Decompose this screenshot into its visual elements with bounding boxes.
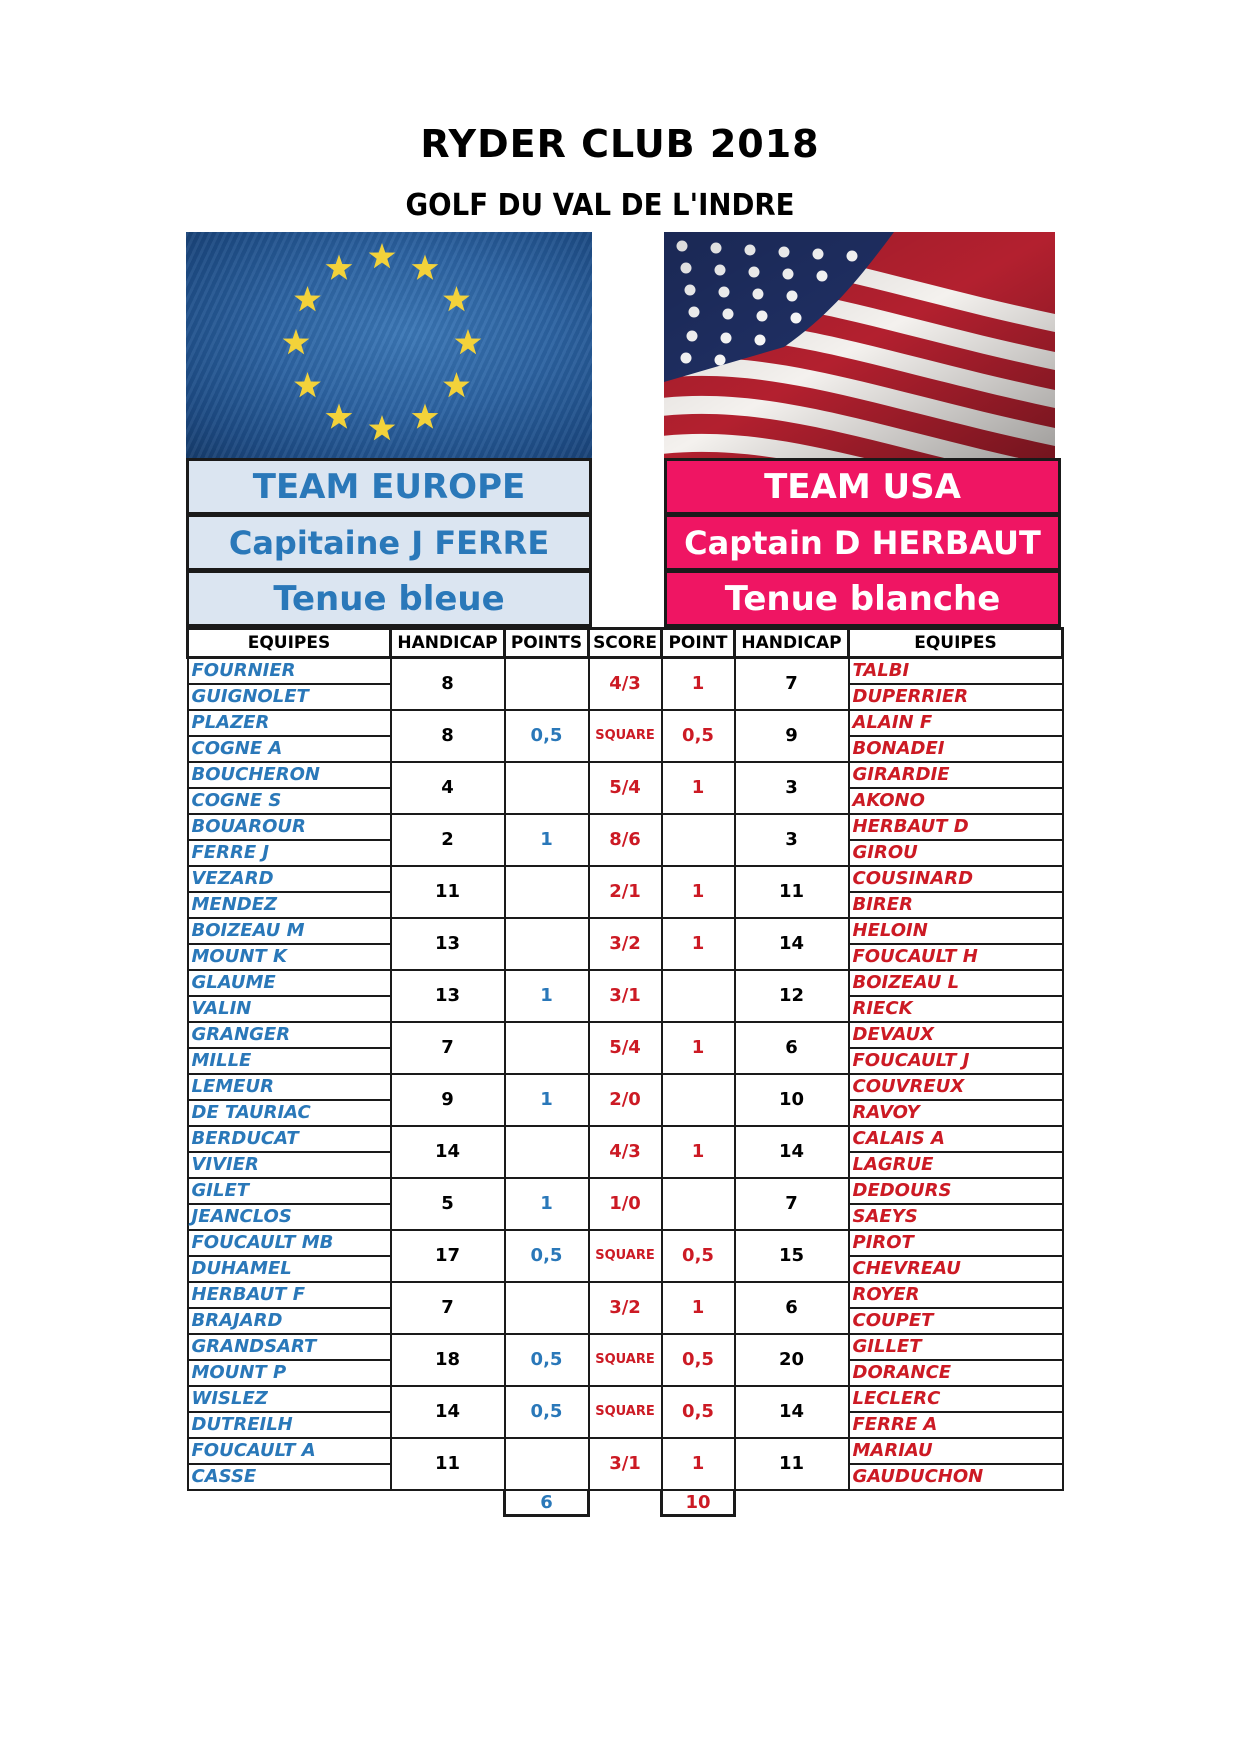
europe-player: MOUNT K: [188, 944, 391, 970]
usa-player: DORANCE: [849, 1360, 1063, 1386]
us-flag-graphic: [664, 232, 1055, 458]
usa-player: DEDOURS: [849, 1178, 1063, 1204]
star-icon: [369, 243, 396, 268]
match-score: 3/1: [589, 1438, 662, 1490]
match-score: 5/4: [589, 1022, 662, 1074]
europe-points: 1: [505, 1178, 589, 1230]
europe-captain: Capitaine J FERRE: [186, 514, 592, 571]
col-points: POINTS: [505, 629, 589, 658]
europe-points: 0,5: [505, 1230, 589, 1282]
usa-handicap: 7: [735, 658, 849, 710]
match-row: [188, 1438, 1063, 1464]
col-handicap-left: HANDICAP: [391, 629, 505, 658]
totals-blank: [735, 1490, 849, 1516]
col-equipes-right: EQUIPES: [849, 629, 1063, 658]
results-body: [188, 658, 1063, 1490]
match-score: SQUARE: [589, 1230, 662, 1282]
usa-handicap: 9: [735, 710, 849, 762]
usa-total-points: 10: [662, 1490, 735, 1516]
usa-handicap: 12: [735, 970, 849, 1022]
usa-player: GILLET: [849, 1334, 1063, 1360]
usa-point: [662, 1074, 735, 1126]
star-icon: [326, 255, 353, 280]
usa-team-title: TEAM USA: [664, 458, 1061, 515]
europe-player: DUHAMEL: [188, 1256, 391, 1282]
usa-point: 0,5: [662, 1334, 735, 1386]
europe-handicap: 11: [391, 866, 505, 918]
europe-team-title: TEAM EUROPE: [186, 458, 592, 515]
match-score: 3/2: [589, 918, 662, 970]
europe-points: 0,5: [505, 1386, 589, 1438]
usa-point: 1: [662, 918, 735, 970]
europe-player: DUTREILH: [188, 1412, 391, 1438]
europe-player: GLAUME: [188, 970, 391, 996]
usa-point: 0,5: [662, 1386, 735, 1438]
europe-player: FOUCAULT A: [188, 1438, 391, 1464]
match-score: 2/1: [589, 866, 662, 918]
europe-player: COGNE S: [188, 788, 391, 814]
europe-handicap: 8: [391, 710, 505, 762]
europe-player: VEZARD: [188, 866, 391, 892]
europe-player: LEMEUR: [188, 1074, 391, 1100]
europe-player: COGNE A: [188, 736, 391, 762]
totals-blank: [849, 1490, 1063, 1516]
usa-handicap: 11: [735, 1438, 849, 1490]
usa-handicap: 6: [735, 1282, 849, 1334]
usa-handicap: 3: [735, 762, 849, 814]
usa-captain: Captain D HERBAUT: [664, 514, 1061, 571]
europe-player: FOUCAULT MB: [188, 1230, 391, 1256]
usa-player: HERBAUT D: [849, 814, 1063, 840]
match-score: SQUARE: [589, 1334, 662, 1386]
europe-handicap: 5: [391, 1178, 505, 1230]
star-icon: [326, 403, 353, 428]
match-row: [188, 1074, 1063, 1100]
usa-player: RAVOY: [849, 1100, 1063, 1126]
usa-player: BONADEI: [849, 736, 1063, 762]
totals-blank: [188, 1490, 391, 1516]
usa-point: 1: [662, 1022, 735, 1074]
europe-player: BERDUCAT: [188, 1126, 391, 1152]
europe-handicap: 13: [391, 970, 505, 1022]
usa-handicap: 14: [735, 1386, 849, 1438]
usa-point: [662, 970, 735, 1022]
europe-points: [505, 762, 589, 814]
europe-points: [505, 1438, 589, 1490]
usa-player: SAEYS: [849, 1204, 1063, 1230]
match-row: [188, 658, 1063, 684]
match-score: SQUARE: [589, 710, 662, 762]
usa-player: FERRE A: [849, 1412, 1063, 1438]
usa-player: FOUCAULT H: [849, 944, 1063, 970]
europe-total-points: 6: [505, 1490, 589, 1516]
europe-handicap: 8: [391, 658, 505, 710]
header-row: [188, 629, 1063, 658]
star-icon: [443, 372, 470, 397]
usa-handicap: 20: [735, 1334, 849, 1386]
totals-blank: [589, 1490, 662, 1516]
europe-handicap: 4: [391, 762, 505, 814]
usa-point: 0,5: [662, 710, 735, 762]
usa-player: BOIZEAU L: [849, 970, 1063, 996]
star-icon: [283, 329, 310, 354]
usa-player: BIRER: [849, 892, 1063, 918]
usa-player: DEVAUX: [849, 1022, 1063, 1048]
usa-player: CALAIS A: [849, 1126, 1063, 1152]
star-icon: [294, 286, 321, 311]
europe-player: MILLE: [188, 1048, 391, 1074]
match-row: [188, 814, 1063, 840]
usa-player: HELOIN: [849, 918, 1063, 944]
match-score: 4/3: [589, 1126, 662, 1178]
us-flag-shading: [664, 232, 1055, 458]
europe-handicap: 7: [391, 1022, 505, 1074]
usa-point: 1: [662, 762, 735, 814]
europe-handicap: 14: [391, 1126, 505, 1178]
europe-points: [505, 1282, 589, 1334]
europe-player: DE TAURIAC: [188, 1100, 391, 1126]
europe-outfit: Tenue bleue: [186, 570, 592, 627]
usa-player: COUPET: [849, 1308, 1063, 1334]
europe-player: BRAJARD: [188, 1308, 391, 1334]
usa-handicap: 15: [735, 1230, 849, 1282]
usa-player: DUPERRIER: [849, 684, 1063, 710]
match-score: SQUARE: [589, 1386, 662, 1438]
usa-point: 1: [662, 1438, 735, 1490]
us-flag: [664, 232, 1055, 458]
match-row: [188, 762, 1063, 788]
totals-row: [188, 1490, 1063, 1516]
match-row: [188, 710, 1063, 736]
europe-points: 0,5: [505, 1334, 589, 1386]
europe-player: GRANGER: [188, 1022, 391, 1048]
star-icon: [412, 255, 439, 280]
usa-player: LAGRUE: [849, 1152, 1063, 1178]
match-row: [188, 1178, 1063, 1204]
europe-handicap: 13: [391, 918, 505, 970]
europe-points: 1: [505, 1074, 589, 1126]
europe-points: [505, 1126, 589, 1178]
usa-player: GAUDUCHON: [849, 1464, 1063, 1490]
match-score: 8/6: [589, 814, 662, 866]
match-row: [188, 918, 1063, 944]
star-icon: [412, 403, 439, 428]
col-equipes-left: EQUIPES: [188, 629, 391, 658]
europe-points: [505, 1022, 589, 1074]
europe-player: BOUAROUR: [188, 814, 391, 840]
match-row: [188, 1126, 1063, 1152]
match-score: 3/2: [589, 1282, 662, 1334]
europe-player: JEANCLOS: [188, 1204, 391, 1230]
results-table: [186, 627, 1064, 1517]
usa-player: AKONO: [849, 788, 1063, 814]
usa-point: 1: [662, 658, 735, 710]
usa-player: MARIAU: [849, 1438, 1063, 1464]
europe-player: MOUNT P: [188, 1360, 391, 1386]
usa-handicap: 14: [735, 1126, 849, 1178]
usa-point: 1: [662, 1126, 735, 1178]
col-score: SCORE: [589, 629, 662, 658]
europe-points: [505, 658, 589, 710]
europe-handicap: 7: [391, 1282, 505, 1334]
europe-player: BOUCHERON: [188, 762, 391, 788]
europe-player: BOIZEAU M: [188, 918, 391, 944]
star-icon: [294, 372, 321, 397]
page-title: RYDER CLUB 2018: [420, 122, 820, 166]
europe-handicap: 18: [391, 1334, 505, 1386]
usa-point: [662, 814, 735, 866]
star-icon: [455, 329, 482, 354]
match-row: [188, 1230, 1063, 1256]
match-row: [188, 1022, 1063, 1048]
europe-player: MENDEZ: [188, 892, 391, 918]
usa-handicap: 14: [735, 918, 849, 970]
europe-handicap: 17: [391, 1230, 505, 1282]
col-point: POINT: [662, 629, 735, 658]
page-subtitle: GOLF DU VAL DE L'INDRE: [405, 188, 795, 223]
europe-points: 1: [505, 814, 589, 866]
usa-player: ALAIN F: [849, 710, 1063, 736]
europe-player: GILET: [188, 1178, 391, 1204]
totals-blank: [391, 1490, 505, 1516]
star-icon: [443, 286, 470, 311]
europe-handicap: 9: [391, 1074, 505, 1126]
europe-handicap: 14: [391, 1386, 505, 1438]
usa-point: 1: [662, 1282, 735, 1334]
europe-player: VIVIER: [188, 1152, 391, 1178]
usa-player: PIROT: [849, 1230, 1063, 1256]
usa-player: GIRARDIE: [849, 762, 1063, 788]
usa-point: 1: [662, 866, 735, 918]
europe-player: GUIGNOLET: [188, 684, 391, 710]
europe-points: [505, 918, 589, 970]
eu-stars: [186, 232, 592, 458]
usa-handicap: 7: [735, 1178, 849, 1230]
match-row: [188, 970, 1063, 996]
usa-handicap: 6: [735, 1022, 849, 1074]
europe-player: VALIN: [188, 996, 391, 1022]
usa-player: TALBI: [849, 658, 1063, 684]
usa-player: COUSINARD: [849, 866, 1063, 892]
usa-player: LECLERC: [849, 1386, 1063, 1412]
match-score: 4/3: [589, 658, 662, 710]
europe-handicap: 2: [391, 814, 505, 866]
star-icon: [369, 415, 396, 440]
usa-player: FOUCAULT J: [849, 1048, 1063, 1074]
usa-player: RIECK: [849, 996, 1063, 1022]
europe-player: WISLEZ: [188, 1386, 391, 1412]
match-score: 2/0: [589, 1074, 662, 1126]
usa-point: [662, 1178, 735, 1230]
europe-player: FERRE J: [188, 840, 391, 866]
usa-player: CHEVREAU: [849, 1256, 1063, 1282]
match-score: 1/0: [589, 1178, 662, 1230]
match-score: 3/1: [589, 970, 662, 1022]
usa-player: GIROU: [849, 840, 1063, 866]
match-row: [188, 1334, 1063, 1360]
europe-points: 1: [505, 970, 589, 1022]
match-row: [188, 1386, 1063, 1412]
usa-outfit: Tenue blanche: [664, 570, 1061, 627]
usa-handicap: 11: [735, 866, 849, 918]
match-row: [188, 1282, 1063, 1308]
eu-flag: [186, 232, 592, 458]
europe-points: 0,5: [505, 710, 589, 762]
match-row: [188, 866, 1063, 892]
europe-player: GRANDSART: [188, 1334, 391, 1360]
usa-player: ROYER: [849, 1282, 1063, 1308]
europe-player: HERBAUT F: [188, 1282, 391, 1308]
europe-points: [505, 866, 589, 918]
europe-player: PLAZER: [188, 710, 391, 736]
europe-player: CASSE: [188, 1464, 391, 1490]
usa-handicap: 3: [735, 814, 849, 866]
europe-handicap: 11: [391, 1438, 505, 1490]
europe-player: FOURNIER: [188, 658, 391, 684]
match-score: 5/4: [589, 762, 662, 814]
col-handicap-right: HANDICAP: [735, 629, 849, 658]
usa-player: COUVREUX: [849, 1074, 1063, 1100]
usa-handicap: 10: [735, 1074, 849, 1126]
usa-point: 0,5: [662, 1230, 735, 1282]
